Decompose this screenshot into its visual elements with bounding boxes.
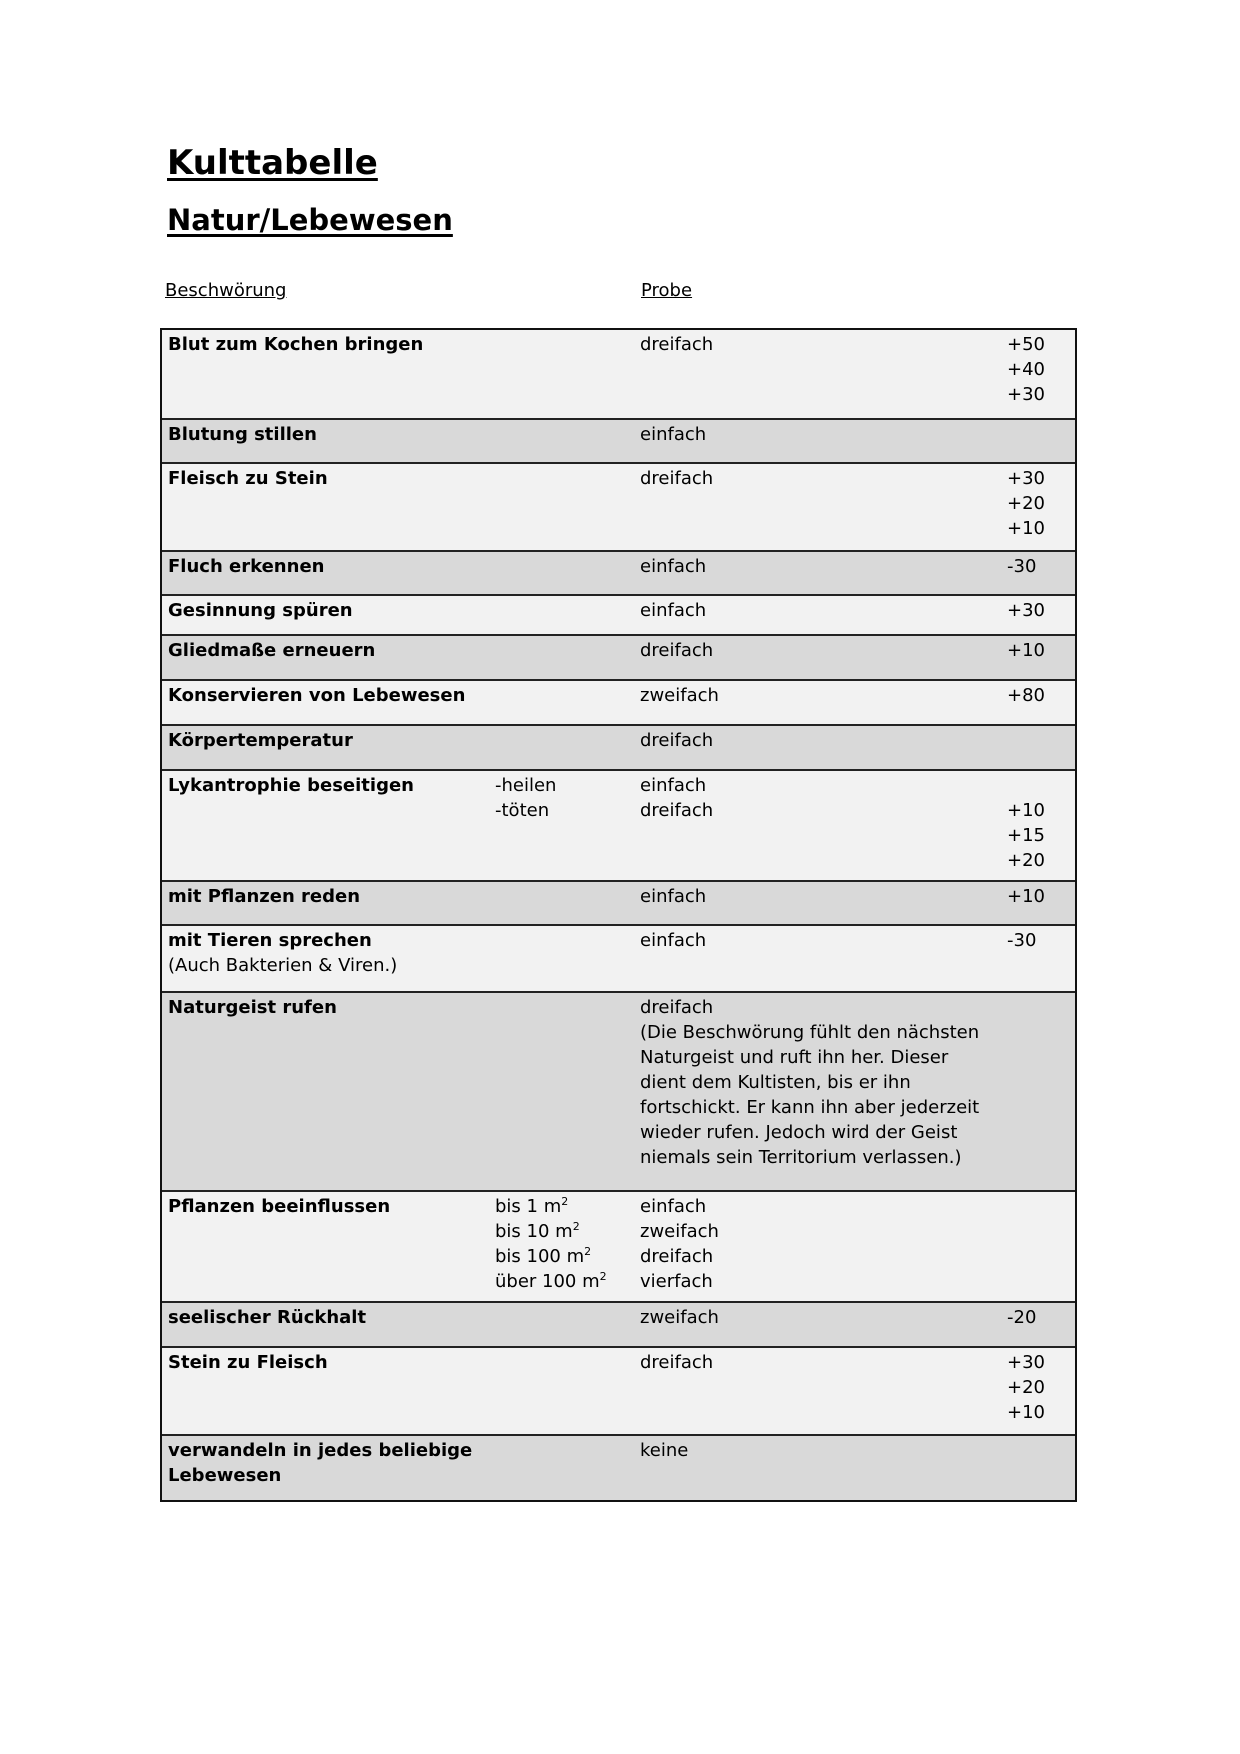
modifier-value: -20 <box>1007 1307 1037 1328</box>
modifier-value: +10 <box>1007 1402 1045 1423</box>
modifier-cell <box>1007 638 1067 663</box>
modifier-value: -30 <box>1007 556 1037 577</box>
spell-name-cell <box>168 928 488 978</box>
probe-value: dreifach <box>640 468 714 489</box>
variant-label: bis 1 $m^2$ <box>495 1195 569 1217</box>
modifier-value: +30 <box>1007 600 1045 621</box>
modifier-cell <box>1007 332 1067 407</box>
probe-description: niemals sein Territorium verlassen.) <box>640 1147 962 1168</box>
modifier-cell <box>1007 554 1067 579</box>
spell-name-cell <box>168 638 488 663</box>
spell-name: Pflanzen beeinflussen <box>168 1196 391 1217</box>
modifier-value: +15 <box>1007 825 1045 846</box>
column-header-beschwoerung: Beschwörung <box>165 280 287 301</box>
probe-description: Naturgeist und ruft ihn her. Dieser <box>640 1047 949 1068</box>
probe-value: einfach <box>640 1196 707 1217</box>
modifier-value <box>1007 773 1067 798</box>
probe-value: dreifach <box>640 334 714 355</box>
table-row <box>162 462 1075 550</box>
superscript: 2 <box>584 1245 592 1258</box>
probe-cell <box>640 1350 1020 1375</box>
probe-cell <box>640 466 1020 491</box>
table-row <box>162 550 1075 594</box>
modifier-cell <box>1007 884 1067 909</box>
probe-cell <box>640 683 1020 708</box>
probe-value: einfach <box>640 930 707 951</box>
table-row <box>162 1301 1075 1346</box>
probe-cell <box>640 422 1020 447</box>
spell-name-cell <box>168 728 488 753</box>
probe-value: dreifach <box>640 640 714 661</box>
spell-name: Fleisch zu Stein <box>168 468 328 489</box>
probe-description: dreifach <box>640 1246 714 1267</box>
probe-value: zweifach <box>640 685 719 706</box>
probe-value: keine <box>640 1440 689 1461</box>
modifier-value: +40 <box>1007 359 1045 380</box>
spell-name-cell <box>168 683 488 708</box>
spell-name: verwandeln in jedes beliebige <box>168 1440 473 1461</box>
kult-table <box>160 328 1077 1502</box>
modifier-value: +30 <box>1007 468 1045 489</box>
spell-name: mit Tieren sprechen <box>168 930 372 951</box>
probe-description: dient dem Kultisten, bis er ihn <box>640 1072 911 1093</box>
probe-description: zweifach <box>640 1221 719 1242</box>
probe-value: einfach <box>640 775 707 796</box>
spell-name: mit Pflanzen reden <box>168 886 361 907</box>
table-row <box>162 418 1075 462</box>
probe-value: einfach <box>640 424 707 445</box>
probe-cell <box>640 995 1020 1170</box>
modifier-value: +20 <box>1007 850 1045 871</box>
spell-name: Lykantrophie beseitigen <box>168 775 414 796</box>
probe-value: dreifach <box>640 997 714 1018</box>
modifier-cell <box>1007 466 1067 541</box>
table-row <box>162 634 1075 679</box>
table-row <box>162 330 1075 418</box>
spell-name-cell <box>168 1194 488 1219</box>
variant-label: -töten <box>495 800 550 821</box>
probe-cell <box>640 1194 1020 1294</box>
probe-cell <box>640 884 1020 909</box>
variant-label: über 100 $m^2$ <box>495 1270 607 1292</box>
probe-value: einfach <box>640 556 707 577</box>
spell-name: seelischer Rückhalt <box>168 1307 367 1328</box>
spell-name-cell <box>168 1350 488 1375</box>
spell-name-cell <box>168 995 488 1020</box>
table-row <box>162 880 1075 924</box>
modifier-cell <box>1007 773 1067 873</box>
variant-cell <box>495 773 635 823</box>
probe-value: einfach <box>640 600 707 621</box>
probe-description: fortschickt. Er kann ihn aber jederzeit <box>640 1097 980 1118</box>
probe-cell <box>640 773 1020 823</box>
probe-description: dreifach <box>640 800 714 821</box>
probe-cell <box>640 554 1020 579</box>
spell-name-cell <box>168 554 488 579</box>
modifier-cell <box>1007 1350 1067 1425</box>
spell-name: Konservieren von Lebewesen <box>168 685 466 706</box>
table-row <box>162 1434 1075 1500</box>
probe-cell <box>640 1305 1020 1330</box>
probe-description: (Die Beschwörung fühlt den nächsten <box>640 1022 980 1043</box>
column-header-probe: Probe <box>641 280 693 301</box>
superscript: 2 <box>572 1220 580 1233</box>
modifier-cell <box>1007 1305 1067 1330</box>
page-title: Kulttabelle <box>167 143 378 183</box>
table-row <box>162 679 1075 724</box>
spell-name: Blutung stillen <box>168 424 317 445</box>
spell-name-cell <box>168 466 488 491</box>
spell-name-cell <box>168 1305 488 1330</box>
table-row <box>162 991 1075 1190</box>
table-row <box>162 594 1075 634</box>
spell-name: Lebewesen <box>168 1465 282 1486</box>
table-row <box>162 1346 1075 1434</box>
probe-value: dreifach <box>640 1352 714 1373</box>
probe-cell <box>640 638 1020 663</box>
spell-name: Fluch erkennen <box>168 556 325 577</box>
spell-name: Naturgeist rufen <box>168 997 337 1018</box>
probe-cell <box>640 598 1020 623</box>
spell-name-cell <box>168 884 488 909</box>
modifier-value: +20 <box>1007 493 1045 514</box>
probe-cell <box>640 332 1020 357</box>
section-title: Natur/Lebewesen <box>167 203 453 237</box>
modifier-value: +10 <box>1007 518 1045 539</box>
variant-cell <box>495 1194 635 1294</box>
modifier-value: +30 <box>1007 384 1045 405</box>
spell-name-cell <box>168 773 488 798</box>
spell-name-cell <box>168 332 488 357</box>
modifier-value: +80 <box>1007 685 1045 706</box>
probe-cell <box>640 928 1020 953</box>
probe-description: wieder rufen. Jedoch wird der Geist <box>640 1122 958 1143</box>
probe-value: einfach <box>640 886 707 907</box>
modifier-value: +10 <box>1007 800 1045 821</box>
modifier-cell <box>1007 683 1067 708</box>
probe-cell <box>640 728 1020 753</box>
table-row <box>162 924 1075 991</box>
superscript: 2 <box>599 1270 607 1283</box>
spell-name: Gliedmaße erneuern <box>168 640 376 661</box>
table-row <box>162 769 1075 880</box>
spell-name-cell <box>168 422 488 447</box>
modifier-cell <box>1007 928 1067 953</box>
spell-name-cell <box>168 598 488 623</box>
spell-name: Gesinnung spüren <box>168 600 353 621</box>
variant-label: bis 100 $m^2$ <box>495 1245 592 1267</box>
modifier-value: +30 <box>1007 1352 1045 1373</box>
variant-label: bis 10 $m^2$ <box>495 1220 580 1242</box>
modifier-value: +50 <box>1007 334 1045 355</box>
probe-value: zweifach <box>640 1307 719 1328</box>
superscript: 2 <box>561 1195 569 1208</box>
modifier-value: +20 <box>1007 1377 1045 1398</box>
spell-note: (Auch Bakterien & Viren.) <box>168 955 398 976</box>
table-row <box>162 724 1075 769</box>
spell-name: Blut zum Kochen bringen <box>168 334 424 355</box>
table-row <box>162 1190 1075 1301</box>
variant-label: -heilen <box>495 775 557 796</box>
spell-name: Körpertemperatur <box>168 730 353 751</box>
modifier-value: +10 <box>1007 640 1045 661</box>
modifier-value: +10 <box>1007 886 1045 907</box>
spell-name: Stein zu Fleisch <box>168 1352 328 1373</box>
modifier-value: -30 <box>1007 930 1037 951</box>
spell-name-cell <box>168 1438 488 1488</box>
probe-cell <box>640 1438 1020 1463</box>
modifier-cell <box>1007 598 1067 623</box>
probe-value: dreifach <box>640 730 714 751</box>
probe-description: vierfach <box>640 1271 713 1292</box>
